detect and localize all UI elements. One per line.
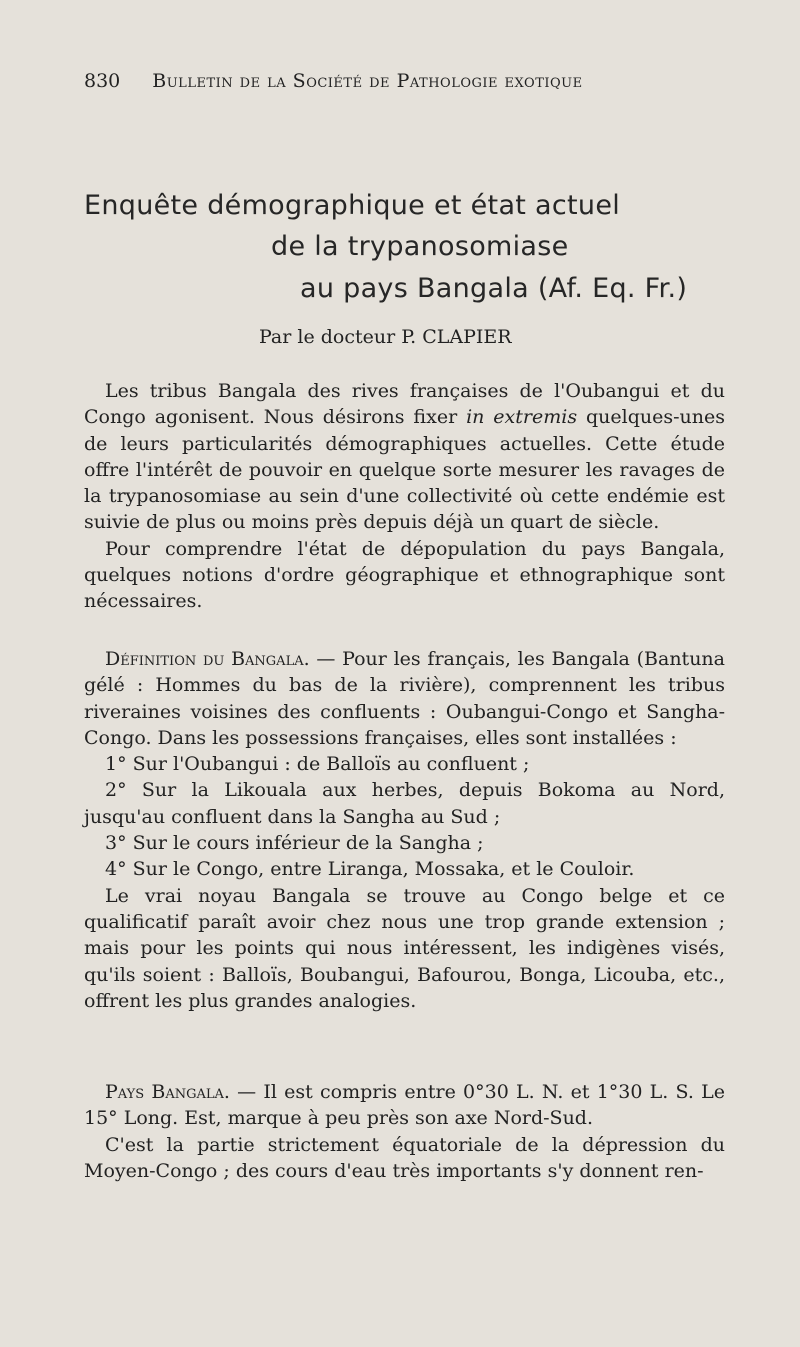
country-section (84, 1079, 725, 1184)
section-heading: Pays Bangala. (105, 1081, 230, 1103)
author-line: Par le docteur P. CLAPIER (259, 326, 512, 348)
running-head: Bulletin de la Société de Pathologie exotique (152, 70, 583, 92)
intro-section (84, 378, 725, 615)
article-title-line-2: de la trypanosomiase (271, 231, 569, 262)
list-item: 3° Sur le cours inférieur de la Sangha ; (105, 832, 484, 855)
article-title-line-1: Enquête démographique et état actuel (84, 190, 621, 221)
section-heading: Définition du Bangala. (105, 648, 310, 670)
paragraph-context: Pour comprendre l'état de dépopulation du pays Bangala, quelques notions d'ordre géographique et ethnographique sont nécessaires. (84, 537, 725, 613)
paragraph-bangala-core: Le vrai noyau Bangala se trouve au Congo belge et ce qualificatif paraît avoir chez nous une trop grande extension ; mais pour les points qui nous intéressent, les indigènes visés, qu'ils soient : Balloïs, Boubangui, Bafourou, Bonga, Licouba, etc., offrent les plus grandes analogies. (84, 884, 725, 1012)
paragraph-text: quelques-unes de leurs particularités démographiques actuelles. Cette étude offre l'intérêt de pouvoir en quelque sorte mesurer les ravages de la trypanosomiase au sein d'une collectivité où cette endémie est suivie de plus ou moins près depuis déjà un quart de siècle. (84, 406, 725, 534)
definition-section (84, 646, 725, 1014)
paragraph-definition (84, 646, 725, 751)
paragraph-text: — Il est compris entre 0°30 L. N. et 1°30 L. S. Le 15° Long. Est, marque à peu près son axe Nord-Sud. (84, 1081, 726, 1130)
list-item: 1° Sur l'Oubangui : de Balloïs au confluent ; (105, 753, 530, 776)
list-item: 4° Sur le Congo, entre Liranga, Mossaka, et le Couloir. (105, 858, 635, 881)
paragraph-text: Les tribus Bangala des rives françaises de l'Oubangui et du Congo agonisent. Nous désirons fixer (84, 380, 725, 429)
page-number: 830 (84, 70, 121, 92)
list-item: 2° Sur la Likouala aux herbes, depuis Bokoma au Nord, jusqu'au confluent dans la Sangha au Sud ; (84, 779, 725, 828)
paragraph-country (84, 1079, 725, 1132)
page-header (84, 70, 583, 92)
latin-phrase: in extremis (466, 406, 578, 429)
paragraph-equatorial: C'est la partie strictement équatoriale de la dépression du Moyen-Congo ; des cours d'eau très importants s'y donnent ren- (84, 1133, 725, 1182)
paragraph-intro (84, 378, 725, 536)
paragraph-text: — Pour les français, les Bangala (Bantuna gélé : Hommes du bas de la rivière), comprennent les tribus riveraines voisines des confluents : Oubangui-Congo et Sangha-Congo. Dans les possessions françaises, elles sont installées : (84, 648, 725, 749)
article-title-line-3: au pays Bangala (Af. Eq. Fr.) (300, 273, 688, 304)
